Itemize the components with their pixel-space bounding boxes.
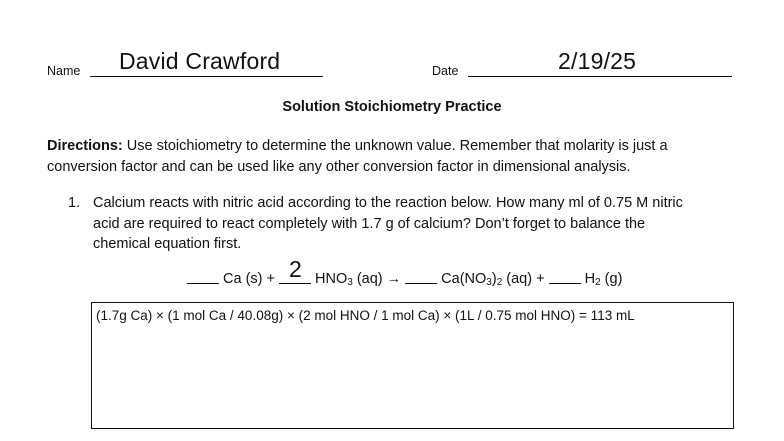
eq-term-canitrate-sub2: 2 — [496, 277, 503, 288]
date-label: Date — [432, 64, 459, 78]
name-line — [90, 76, 323, 77]
eq-term-hno3-pre: HNO — [315, 271, 348, 287]
eq-term-canitrate-post: (aq) + — [502, 271, 545, 287]
question-number: 1. — [68, 195, 81, 211]
directions-line1: Use stoichiometry to determine the unknown value. Remember that molarity is just a — [122, 138, 668, 154]
coef-blank-canitrate[interactable] — [405, 271, 437, 284]
eq-term-h2-post: (g) — [600, 271, 623, 287]
question-line3: chemical equation first. — [93, 236, 242, 252]
eq-term-canitrate-sub: 3 — [486, 277, 492, 288]
coef-blank-h2[interactable] — [549, 271, 581, 284]
directions-line2: conversion factor and can be used like any other conversion factor in dimensional analysis. — [47, 158, 631, 175]
name-field[interactable]: David Crawford — [119, 48, 281, 74]
coef-hno3-value: 2 — [289, 256, 302, 282]
eq-term-h2-pre: H — [584, 271, 596, 287]
question-line2: acid are required to react completely with 1.7 g of calcium? Don’t forget to balance the — [93, 215, 646, 232]
question-text — [93, 193, 753, 255]
answer-text: (1.7g Ca) × (1 mol Ca / 40.08g) × (2 mol HNO / 1 mol Ca) × (1L / 0.75 mol HNO) = 113 mL — [96, 308, 635, 323]
chemical-equation — [187, 271, 622, 287]
eq-term-hno3-sub: 3 — [347, 277, 353, 288]
page-title: Solution Stoichiometry Practice — [282, 99, 502, 115]
directions — [47, 136, 747, 177]
question-line1: Calcium reacts with nitric acid according to the reaction below. How many ml of 0.75 M nitric — [93, 195, 683, 211]
date-line — [468, 76, 732, 77]
eq-term-h2-sub: 2 — [595, 277, 601, 288]
eq-term-ca: Ca (s) + — [223, 271, 275, 287]
directions-label: Directions: — [47, 138, 123, 154]
eq-term-canitrate-pre: Ca(NO — [441, 271, 487, 287]
date-field[interactable]: 2/19/25 — [558, 48, 637, 74]
eq-term-hno3-post: (aq) → — [352, 271, 402, 287]
coef-blank-ca[interactable] — [187, 271, 219, 284]
answer-box[interactable] — [91, 302, 734, 429]
eq-term-canitrate-mid: ) — [491, 271, 497, 287]
name-label: Name — [47, 64, 81, 78]
